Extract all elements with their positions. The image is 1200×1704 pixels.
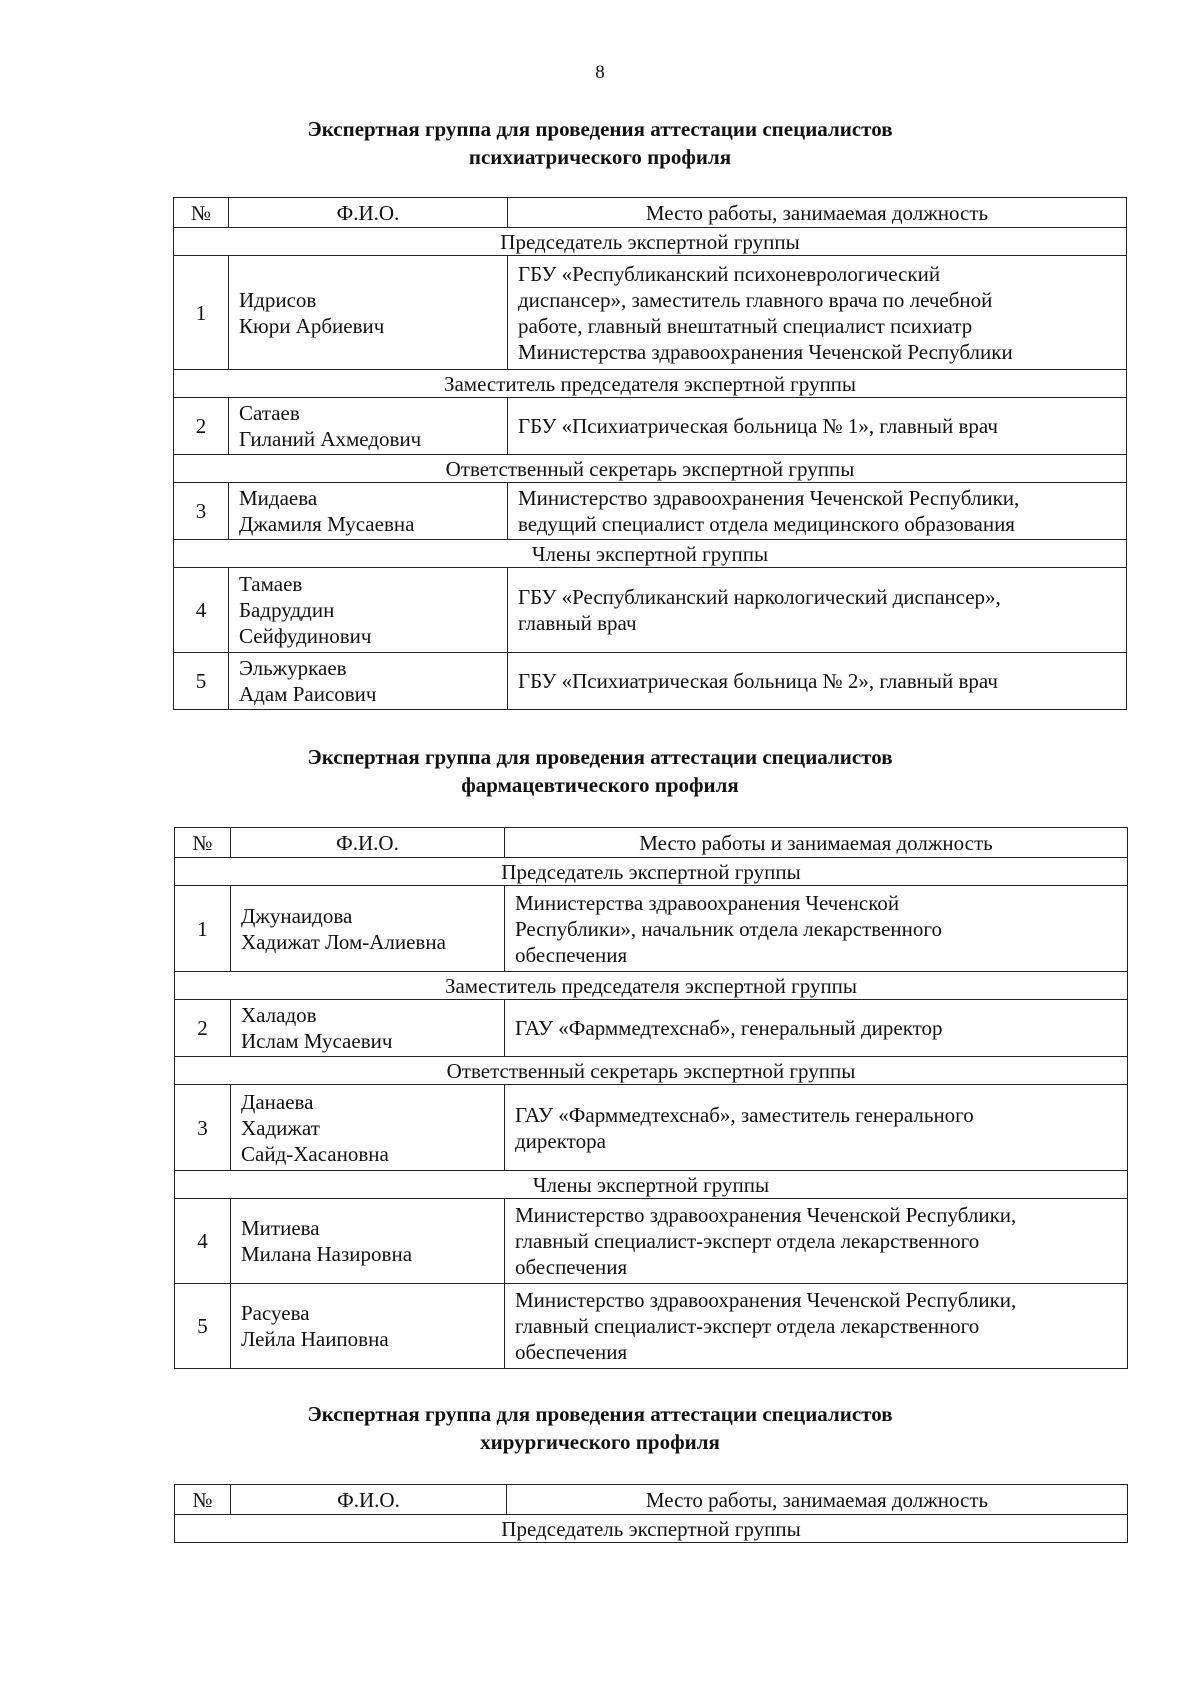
member-place-line: ГБУ «Психиатрическая больница № 1», главный врач bbox=[518, 414, 998, 438]
member-name-line: Хадижат Лом-Алиевна bbox=[241, 929, 446, 954]
member-place-line: Министерство здравоохранения Чеченской Республики, bbox=[518, 486, 1020, 510]
member-name bbox=[231, 1199, 505, 1284]
member-place bbox=[505, 1284, 1128, 1369]
member-name-line: Митиева bbox=[241, 1216, 320, 1240]
role-row bbox=[175, 1171, 1128, 1199]
member-place-line: главный врач bbox=[518, 611, 637, 635]
role-row bbox=[175, 1057, 1128, 1085]
member-name-line: Халадов bbox=[241, 1003, 317, 1027]
header-name: Ф.И.О. bbox=[229, 198, 508, 228]
member-place-line: Министерство здравоохранения Чеченской Республики, bbox=[515, 1288, 1017, 1312]
member-name-line: Джамиля Мусаевна bbox=[239, 512, 415, 536]
member-place-line: главный специалист-эксперт отдела лекарственного bbox=[515, 1314, 980, 1338]
member-name-line: Милана Назировна bbox=[241, 1242, 413, 1266]
section-title-line: психиатрического профиля bbox=[468, 145, 732, 169]
role-label: Ответственный секретарь экспертной группы bbox=[175, 1057, 1128, 1085]
role-label: Члены экспертной группы bbox=[175, 1171, 1128, 1199]
member-name-line: Идрисов bbox=[239, 287, 317, 312]
member-place-line: обеспечения bbox=[515, 942, 628, 967]
header-place: Место работы, занимаемая должность bbox=[508, 198, 1127, 228]
section-title-line: хирургического профиля bbox=[480, 1430, 720, 1454]
member-number: 2 bbox=[175, 1000, 231, 1057]
member-place-line: Республики», начальник отдела лекарственного bbox=[515, 916, 942, 941]
table-header-row bbox=[174, 198, 1127, 228]
table-header-row bbox=[175, 828, 1128, 858]
role-label: Члены экспертной группы bbox=[174, 540, 1127, 568]
section-title-pharmaceutical bbox=[0, 743, 1200, 799]
member-name bbox=[231, 1284, 505, 1369]
section-title-line: Экспертная группа для проведения аттестации специалистов bbox=[307, 117, 893, 141]
member-number: 1 bbox=[175, 886, 231, 972]
member-number: 4 bbox=[175, 1199, 231, 1284]
section-title-line: Экспертная группа для проведения аттестации специалистов bbox=[307, 745, 893, 769]
member-place bbox=[505, 1000, 1128, 1057]
member-name-line: Хадижат bbox=[241, 1115, 320, 1140]
member-name bbox=[231, 1085, 505, 1171]
member-name-line: Сатаев bbox=[239, 401, 300, 425]
member-place-line: Министерства здравоохранения Чеченской Республики bbox=[518, 339, 1013, 364]
member-name-line: Эльжуркаев bbox=[239, 656, 347, 680]
table-row bbox=[174, 568, 1127, 653]
member-place bbox=[508, 483, 1127, 540]
member-name-line: Кюри Арбиевич bbox=[239, 313, 385, 338]
role-row bbox=[175, 1515, 1128, 1543]
member-name-line: Джунаидова bbox=[241, 903, 353, 928]
table-row bbox=[175, 1284, 1128, 1369]
section-title-surgical bbox=[0, 1400, 1200, 1456]
member-place-line: обеспечения bbox=[515, 1255, 628, 1279]
member-number: 3 bbox=[175, 1085, 231, 1171]
member-name-line: Расуева bbox=[241, 1301, 310, 1325]
member-place-line: Министерство здравоохранения Чеченской Республики, bbox=[515, 1203, 1017, 1227]
table-row bbox=[174, 256, 1127, 370]
member-number: 4 bbox=[174, 568, 229, 653]
section-title-line: фармацевтического профиля bbox=[461, 773, 739, 797]
member-place bbox=[508, 398, 1127, 455]
role-label: Председатель экспертной группы bbox=[175, 858, 1128, 886]
page-number: 8 bbox=[595, 62, 605, 83]
header-num: № bbox=[174, 198, 229, 228]
role-row bbox=[174, 370, 1127, 398]
member-place-line: ГБУ «Республиканский наркологический диспансер», bbox=[518, 585, 1001, 609]
table-row bbox=[175, 1085, 1128, 1171]
header-num: № bbox=[175, 828, 231, 858]
member-name bbox=[229, 483, 508, 540]
role-row bbox=[174, 455, 1127, 483]
member-name bbox=[231, 1000, 505, 1057]
member-place-line: директора bbox=[515, 1128, 606, 1153]
member-number: 1 bbox=[174, 256, 229, 370]
member-place bbox=[508, 568, 1127, 653]
member-place-line: работе, главный внештатный специалист психиатр bbox=[518, 313, 973, 338]
member-place-line: обеспечения bbox=[515, 1340, 628, 1364]
table-row bbox=[174, 398, 1127, 455]
psychiatric-expert-table bbox=[173, 197, 1127, 710]
role-row bbox=[174, 540, 1127, 568]
member-name-line: Сейфудинович bbox=[239, 624, 372, 648]
member-name-line: Адам Раисович bbox=[239, 682, 377, 706]
table-row bbox=[175, 1000, 1128, 1057]
role-label: Председатель экспертной группы bbox=[175, 1515, 1128, 1543]
member-name-line: Сайд-Хасановна bbox=[241, 1141, 389, 1166]
member-number: 5 bbox=[175, 1284, 231, 1369]
member-name-line: Гиланий Ахмедович bbox=[239, 427, 422, 451]
member-place bbox=[505, 1085, 1128, 1171]
table-row bbox=[174, 653, 1127, 710]
role-label: Ответственный секретарь экспертной группы bbox=[174, 455, 1127, 483]
member-number: 2 bbox=[174, 398, 229, 455]
member-place-line: главный специалист-эксперт отдела лекарственного bbox=[515, 1229, 980, 1253]
member-name-line: Данаева bbox=[241, 1089, 314, 1114]
member-name-line: Мидаева bbox=[239, 486, 318, 510]
member-name bbox=[229, 653, 508, 710]
member-place-line: ГАУ «Фарммедтехснаб», генеральный директор bbox=[515, 1016, 943, 1040]
member-name-line: Ислам Мусаевич bbox=[241, 1029, 393, 1053]
member-name bbox=[229, 256, 508, 370]
member-place bbox=[508, 256, 1127, 370]
member-name-line: Тамаев bbox=[239, 572, 303, 596]
header-num: № bbox=[175, 1485, 231, 1515]
member-place bbox=[508, 653, 1127, 710]
member-number: 5 bbox=[174, 653, 229, 710]
member-place-line: Министерства здравоохранения Чеченской bbox=[515, 890, 900, 915]
member-name-line: Лейла Наиповна bbox=[241, 1327, 389, 1351]
table-row bbox=[174, 483, 1127, 540]
member-place-line: ведущий специалист отдела медицинского образования bbox=[518, 512, 1015, 536]
role-row bbox=[175, 858, 1128, 886]
surgical-expert-table bbox=[174, 1484, 1128, 1543]
role-label: Председатель экспертной группы bbox=[174, 228, 1127, 256]
member-name bbox=[231, 886, 505, 972]
header-name: Ф.И.О. bbox=[231, 1485, 507, 1515]
header-place: Место работы, занимаемая должность bbox=[507, 1485, 1128, 1515]
member-place-line: ГБУ «Психиатрическая больница № 2», главный врач bbox=[518, 669, 998, 693]
role-row bbox=[174, 228, 1127, 256]
section-title-psychiatric bbox=[0, 115, 1200, 171]
member-number: 3 bbox=[174, 483, 229, 540]
role-label: Заместитель председателя экспертной группы bbox=[174, 370, 1127, 398]
table-header-row bbox=[175, 1485, 1128, 1515]
section-title-line: Экспертная группа для проведения аттестации специалистов bbox=[307, 1402, 893, 1426]
role-row bbox=[175, 972, 1128, 1000]
member-name-line: Бадруддин bbox=[239, 598, 335, 622]
member-place-line: диспансер», заместитель главного врача по лечебной bbox=[518, 287, 993, 312]
header-name: Ф.И.О. bbox=[231, 828, 505, 858]
member-place bbox=[505, 1199, 1128, 1284]
pharmaceutical-expert-table bbox=[174, 827, 1128, 1369]
table-row bbox=[175, 886, 1128, 972]
role-label: Заместитель председателя экспертной группы bbox=[175, 972, 1128, 1000]
member-name bbox=[229, 398, 508, 455]
member-place-line: ГАУ «Фарммедтехснаб», заместитель генерального bbox=[515, 1102, 974, 1127]
table-row bbox=[175, 1199, 1128, 1284]
member-place bbox=[505, 886, 1128, 972]
member-name bbox=[229, 568, 508, 653]
member-place-line: ГБУ «Республиканский психоневрологический bbox=[518, 261, 941, 286]
header-place: Место работы и занимаемая должность bbox=[505, 828, 1128, 858]
